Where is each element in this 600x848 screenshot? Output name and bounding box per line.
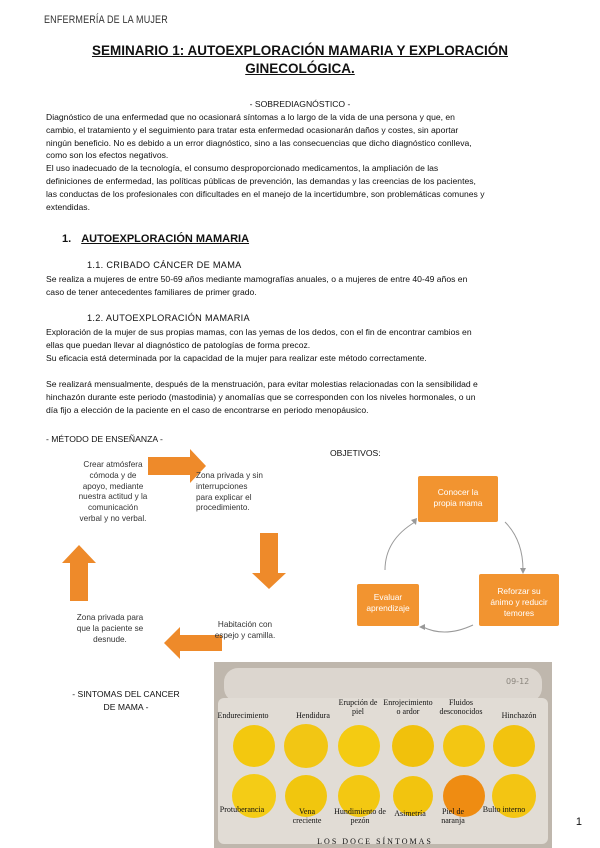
text-line: Su eficacia está determinada por la capacidad de la mujer para realizar este método correctamente. <box>46 352 427 363</box>
text-line: temores <box>503 608 535 618</box>
text-line: Zona privada para <box>76 613 144 622</box>
cycle-connector <box>385 522 415 570</box>
text-line: Reforzar su <box>497 586 541 596</box>
subsection-1-2-text-2 <box>46 378 566 416</box>
symptom-label: Protuberancia <box>219 805 265 814</box>
title-line-1: SEMINARIO 1: AUTOEXPLORACIÓN MAMARIA Y EXPLORACIÓN <box>91 43 509 58</box>
text-line: procedimiento. <box>196 503 250 513</box>
text-line: ellas que puedan llevar al diagnóstico de patologías de forma precoz. <box>46 339 311 350</box>
symptom-label: Hendidura <box>296 711 330 720</box>
text-line: Se realiza a mujeres de entre 50-69 años mediante mamografías anuales, o a mujeres de entre 40-49 años en <box>46 274 468 284</box>
title-line-2: GINECOLÓGICA. <box>245 61 355 76</box>
text-line: ánimo y reducir <box>490 597 548 607</box>
objective-2-label <box>479 586 559 619</box>
method-step-3 <box>200 620 290 642</box>
objective-3-label <box>357 592 419 614</box>
text-line: hinchazón durante este periodo (mastodinia) y anomalías que se corresponden con los niveles hormonales, o un <box>46 391 476 402</box>
section-1-heading <box>62 233 249 245</box>
text-line: apoyo, mediante <box>82 481 144 491</box>
subsection-1-2-text <box>46 326 566 364</box>
lemon-icon <box>443 725 485 767</box>
lemon-icon <box>233 725 275 767</box>
symptom-label: Asimetría <box>394 809 426 818</box>
objetivos-heading: OBJETIVOS: <box>330 448 381 458</box>
arrow-up-icon <box>62 545 96 601</box>
cycle-connector <box>505 522 523 570</box>
text-line: verbal y no verbal. <box>79 513 147 523</box>
section-title: AUTOEXPLORACIÓN MAMARIA <box>81 233 250 245</box>
text-line: Evaluar <box>373 592 403 602</box>
section-number: 1. <box>62 233 72 245</box>
text-line: Habitación con <box>217 620 273 629</box>
subsection-1-1-text <box>46 273 566 299</box>
text-line: comunicación <box>87 503 139 513</box>
symptom-label: Piel de naranja <box>441 807 465 825</box>
carton-code: 09-12 <box>506 677 530 686</box>
text-line: ningún beneficio. No es debido a un error diagnóstico, sino a las consecuencias que dicho diagnóstico conlleva, <box>46 137 472 148</box>
method-step-2 <box>196 471 286 514</box>
text-line: aprendizaje <box>366 603 410 613</box>
text-line: cambio, el tratamiento y el seguimiento para tratar esta enfermedad ocasionarán daños y costes, sin aportar <box>46 124 459 135</box>
subsection-1-2-heading: 1.2. AUTOEXPLORACIÓN MAMARIA <box>87 313 250 323</box>
text-line: propia mama <box>433 498 483 508</box>
running-header: ENFERMERÍA DE LA MUJER <box>44 14 168 26</box>
text-line: caso de tener antecedentes familiares de primer grado. <box>46 286 257 297</box>
objective-1-label <box>418 487 498 509</box>
text-line: como son los efectos negativos. <box>46 150 169 161</box>
symptom-label: Fluidos desconocidos <box>439 698 483 716</box>
text-line: Se realizará mensualmente, después de la menstruación, para evitar molestias relacionadas con la sensibilidad e <box>46 379 478 389</box>
text-line: espejo y camilla. <box>214 630 276 640</box>
method-step-1 <box>58 460 168 525</box>
symptom-label: Enrojecimiento o ardor <box>383 698 433 716</box>
text-line: Exploración de la mujer de sus propias mamas, con las yemas de los dedos, con el fin de encontrar cambios en <box>46 327 472 337</box>
text-line: las conductas de los profesionales con dificultades en el manejo de la incertidumbre, son problemáticas comunes y <box>46 188 485 199</box>
text-line: El uso inadecuado de la tecnología, el consumo desproporcionado medicamentos, la ampliación de las <box>46 163 439 174</box>
sobrediagnostico-heading: - SOBREDIAGNÓSTICO - <box>249 99 351 109</box>
text-line: Crear atmósfera <box>83 460 143 469</box>
text-line: nuestra actitud y la <box>78 492 148 502</box>
sintomas-heading <box>46 688 206 714</box>
text-line: desnude. <box>93 634 127 644</box>
image-caption: LOS DOCE SÍNTOMAS <box>317 837 433 846</box>
text-line: definiciones de enfermedad, las políticas públicas de prevención, las demandas y las creencias de los pacientes, <box>46 175 476 186</box>
text-line: interrupciones <box>196 481 248 491</box>
text-line: - SINTOMAS DEL CANCER <box>72 689 180 699</box>
lemon-icon <box>338 725 380 767</box>
arrowhead-icon <box>419 624 425 630</box>
cycle-connector <box>423 625 473 632</box>
text-line: cómoda y de <box>89 470 137 480</box>
symptom-label: Vena creciente <box>292 807 322 825</box>
lemon-icon <box>493 725 535 767</box>
symptom-label: Hinchazón <box>501 711 537 720</box>
sobrediagnostico-paragraph-1 <box>46 111 566 213</box>
text-line: Conocer la <box>437 487 479 497</box>
text-line: para explicar el <box>196 492 252 502</box>
arrow-down-icon <box>252 533 286 589</box>
text-line: Diagnóstico de una enfermedad que no ocasionará síntomas a lo largo de la vida de una persona y que, en <box>46 112 455 122</box>
carton-lid <box>224 668 542 702</box>
symptom-label: Erupción de piel <box>338 698 378 716</box>
arrowhead-icon <box>520 568 526 574</box>
text-line: DE MAMA - <box>103 701 149 712</box>
page-title <box>40 42 560 78</box>
subsection-1-1-heading: 1.1. CRIBADO CÁNCER DE MAMA <box>87 260 242 270</box>
metodo-heading: - MÉTODO DE ENSEÑANZA - <box>46 434 163 444</box>
symptom-label: Bulto interno <box>482 805 526 814</box>
text-line: día fijo a elección de la paciente en el caso de encontrarse en periodo menopáusico. <box>46 404 369 415</box>
page-number: 1 <box>575 816 582 828</box>
text-line: que la paciente se <box>76 623 144 633</box>
symptom-label: Hundimiento de pezón <box>334 807 386 825</box>
text-line: Zona privada y sin <box>196 471 263 480</box>
lemon-icon <box>284 724 328 768</box>
symptom-label: Endurecimiento <box>217 711 269 720</box>
lemon-icon <box>392 725 434 767</box>
method-step-4 <box>58 613 162 645</box>
text-line: extendidas. <box>46 201 90 212</box>
